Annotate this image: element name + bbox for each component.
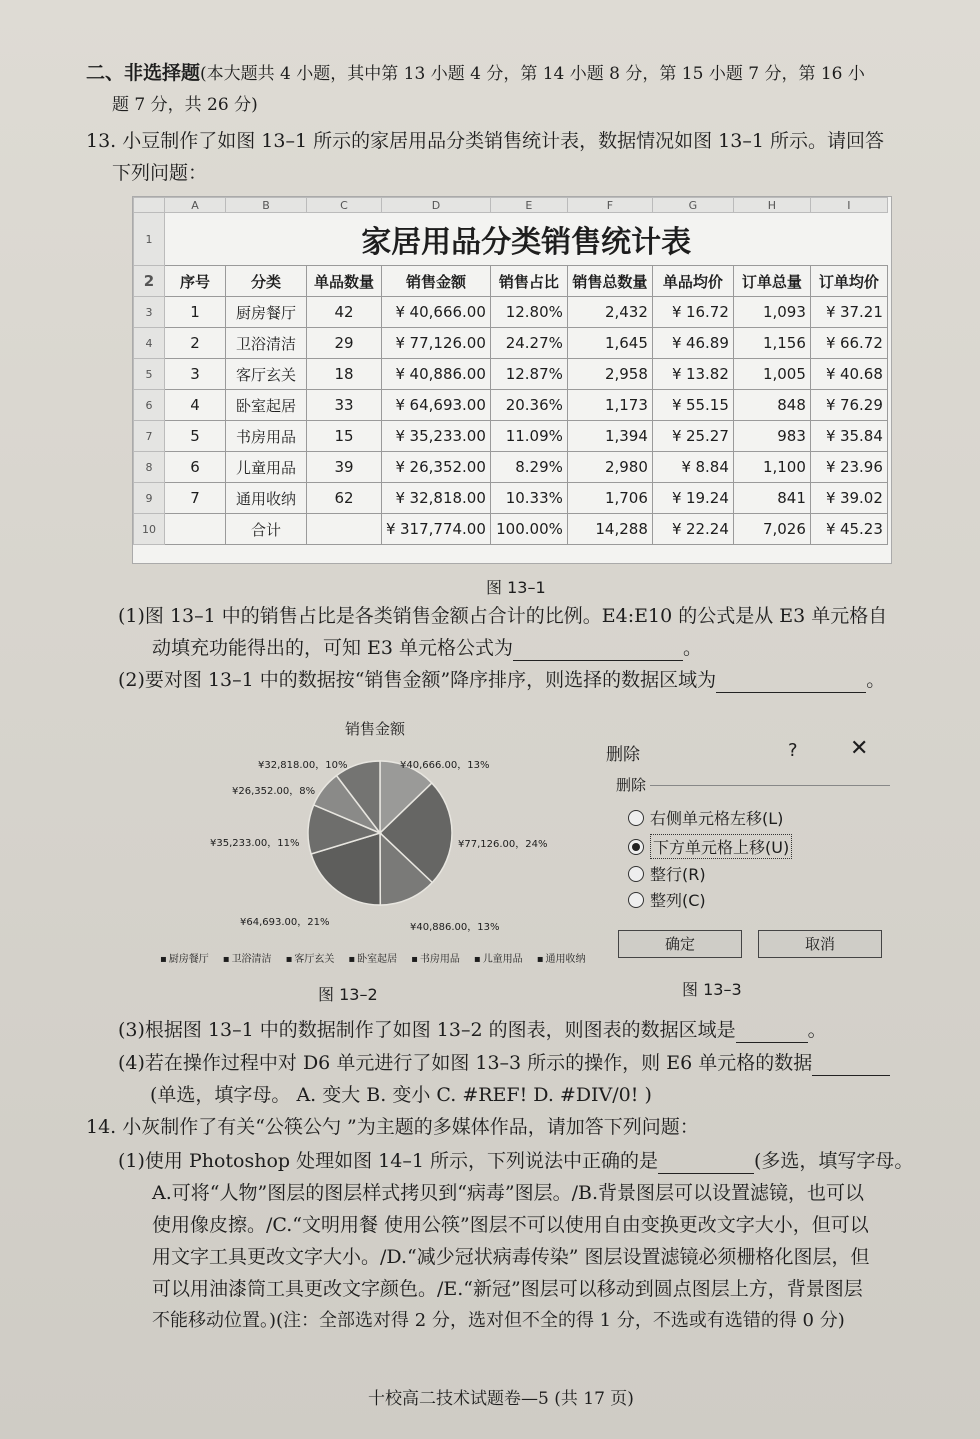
corner-cell — [134, 198, 165, 213]
table-cell: 卧室起居 — [226, 390, 307, 421]
currency-symbol: ¥ — [671, 396, 682, 414]
sheet-title: 家居用品分类销售统计表 — [361, 225, 692, 260]
q14-line5: 可以用油漆筒工具更改文字颜色。/E.“新冠”图层可以移动到圆点图层上方，背景图层 — [152, 1278, 863, 1300]
table-cell — [307, 514, 382, 545]
table-cell: 儿童用品 — [226, 452, 307, 483]
help-icon[interactable]: ? — [788, 740, 798, 761]
q13-p2-end: 。 — [866, 669, 886, 691]
table-row — [134, 328, 888, 359]
answer-blank-2[interactable] — [716, 672, 866, 693]
table-cell: 2 — [165, 328, 226, 359]
dialog-title: 删除 — [606, 745, 640, 765]
cell-value: 66.72 — [839, 334, 883, 352]
q13-p1-line1: (1)图 13–1 中的销售占比是各类销售金额占合计的比例。E4:E10 的公式是从 E3 单元格自 — [118, 605, 888, 627]
table-cell: 8.29% — [490, 452, 567, 483]
column-header-row — [134, 198, 888, 213]
header-cell: 订单总量 — [733, 266, 810, 297]
close-icon[interactable]: ✕ — [850, 736, 869, 761]
cell-value: 32,818.00 — [409, 489, 486, 507]
currency-symbol: ¥ — [386, 520, 396, 538]
pie-legend — [160, 950, 585, 965]
q13-p1-text: 动填充功能得出的，可知 E3 单元格公式为 — [152, 637, 514, 659]
header-row — [134, 266, 888, 297]
legend-item: ▪ 厨房餐厅 — [160, 950, 209, 965]
table-cell: 1,173 — [567, 390, 652, 421]
currency-symbol: ¥ — [825, 458, 836, 476]
table-cell — [652, 390, 733, 421]
table-cell: 7 — [165, 483, 226, 514]
currency-symbol: ¥ — [395, 303, 406, 321]
q13-p3-line — [118, 1017, 827, 1043]
col-header: C — [307, 198, 382, 213]
header-cell: 序号 — [165, 266, 226, 297]
table-cell — [652, 359, 733, 390]
currency-symbol: ¥ — [395, 396, 406, 414]
q13-p4-line2: (单选，填字母。 A. 变大 B. 变小 C. #REF! D. #DIV/0! ) — [150, 1084, 652, 1106]
table-cell: 1 — [165, 297, 226, 328]
table-cell — [810, 328, 887, 359]
table-cell: 1,093 — [733, 297, 810, 328]
pie-label-4: ¥35,233.00，11% — [210, 838, 300, 849]
currency-symbol: ¥ — [671, 365, 682, 383]
q13-p4-text: (4)若在操作过程中对 D6 单元进行了如图 13–3 所示的操作，则 E6 单元格的数据 — [118, 1052, 813, 1074]
group-divider — [650, 785, 890, 786]
q13-p2-line — [118, 667, 885, 693]
cell-value: 22.24 — [685, 520, 729, 538]
q13-intro-1: 13. 小豆制作了如图 13–1 所示的家居用品分类销售统计表，数据情况如图 13–1 所示。请回答 — [86, 130, 884, 152]
row-header: 10 — [134, 514, 165, 545]
pie-label-3: ¥64,693.00，21% — [240, 917, 330, 928]
table-cell: 书房用品 — [226, 421, 307, 452]
spreadsheet — [132, 196, 892, 564]
table-cell — [810, 297, 887, 328]
q13-p3-text: (3)根据图 13–1 中的数据制作了如图 13–2 的图表，则图表的数据区域是 — [118, 1019, 736, 1041]
table-cell: 12.80% — [490, 297, 567, 328]
pie-title: 销售金额 — [345, 720, 406, 738]
table-row — [134, 452, 888, 483]
table-cell: 42 — [307, 297, 382, 328]
table-cell: 1,706 — [567, 483, 652, 514]
option-label: 右侧单元格左移(L) — [650, 809, 784, 828]
col-header: F — [567, 198, 652, 213]
legend-item: ▪ 书房用品 — [411, 950, 460, 965]
section-desc-1: (本大题共 4 小题，其中第 13 小题 4 分，第 14 小题 8 分，第 15 小题 7 分，第 16 小 — [200, 64, 865, 84]
option-label: 下方单元格上移(U) — [650, 834, 792, 859]
table-cell: 通用收纳 — [226, 483, 307, 514]
table-cell: 29 — [307, 328, 382, 359]
fig13-3-caption: 图 13–3 — [682, 980, 742, 999]
table-cell: 3 — [165, 359, 226, 390]
section-heading-line — [86, 60, 865, 87]
cell-value: 76.29 — [839, 396, 883, 414]
q14-line4: 用文字工具更改文字大小。/D.“减少冠状病毒传染” 图层设置滤镜必须栅格化图层，但 — [152, 1246, 870, 1268]
sales-table — [133, 197, 888, 545]
table-cell: 18 — [307, 359, 382, 390]
table-cell: 983 — [733, 421, 810, 452]
option-label: 整行(R) — [650, 865, 706, 884]
row-header: 4 — [134, 328, 165, 359]
currency-symbol: ¥ — [671, 334, 682, 352]
header-cell: 销售占比 — [490, 266, 567, 297]
table-cell — [382, 483, 491, 514]
cell-value: 64,693.00 — [409, 396, 486, 414]
option-shift-up[interactable] — [628, 834, 792, 859]
q14-intro: 14. 小灰制作了有关“公筷公勺 ”为主题的多媒体作品，请加答下列问题： — [86, 1116, 699, 1138]
table-cell — [382, 359, 491, 390]
radio-icon[interactable] — [628, 892, 644, 908]
header-cell: 单品均价 — [652, 266, 733, 297]
table-row — [134, 483, 888, 514]
option-label: 整列(C) — [650, 891, 706, 910]
legend-item: ▪ 卫浴清洁 — [223, 950, 272, 965]
row-header: 1 — [134, 213, 165, 266]
col-header: D — [382, 198, 491, 213]
row-header: 6 — [134, 390, 165, 421]
currency-symbol: ¥ — [671, 489, 682, 507]
currency-symbol: ¥ — [395, 458, 406, 476]
cell-value: 77,126.00 — [409, 334, 486, 352]
table-cell: 1,156 — [733, 328, 810, 359]
cell-value: 8.84 — [695, 458, 729, 476]
legend-item: ▪ 通用收纳 — [537, 950, 586, 965]
table-row — [134, 359, 888, 390]
table-cell — [165, 514, 226, 545]
table-cell: 24.27% — [490, 328, 567, 359]
table-cell — [810, 452, 887, 483]
table-cell: 14,288 — [567, 514, 652, 545]
cancel-button[interactable]: 取消 — [758, 930, 882, 958]
cell-value: 40,666.00 — [409, 303, 486, 321]
q13-p2-text: (2)要对图 13–1 中的数据按“销售金额”降序排序，则选择的数据区域为 — [118, 669, 717, 691]
currency-symbol: ¥ — [395, 334, 406, 352]
currency-symbol: ¥ — [825, 396, 836, 414]
section-desc-2: 题 7 分，共 26 分) — [112, 95, 258, 115]
cell-value: 19.24 — [685, 489, 729, 507]
pie-label-6: ¥32,818.00，10% — [258, 760, 348, 771]
col-header: H — [733, 198, 810, 213]
header-cell: 销售总数量 — [567, 266, 652, 297]
q14-line2: A.可将“人物”图层的图层样式拷贝到“病毒”图层。/B.背景图层可以设置滤镜，也可以 — [152, 1182, 865, 1204]
table-cell: 6 — [165, 452, 226, 483]
q14-p1-end: (多选，填写字母。 — [753, 1150, 914, 1172]
table-cell: 100.00% — [490, 514, 567, 545]
table-cell — [652, 328, 733, 359]
col-header: I — [810, 198, 887, 213]
table-cell: 2,432 — [567, 297, 652, 328]
table-cell — [382, 297, 491, 328]
legend-item: ▪ 客厅玄关 — [286, 950, 335, 965]
table-cell — [810, 390, 887, 421]
col-header: E — [490, 198, 567, 213]
currency-symbol: ¥ — [825, 365, 836, 383]
answer-blank-4[interactable] — [812, 1055, 890, 1076]
q13-p1-line2 — [152, 635, 702, 661]
cell-value: 26,352.00 — [409, 458, 486, 476]
table-cell: 1,645 — [567, 328, 652, 359]
pie-label-1: ¥77,126.00，24% — [458, 839, 548, 850]
table-cell: 848 — [733, 390, 810, 421]
table-cell — [810, 483, 887, 514]
answer-blank-1[interactable] — [513, 640, 683, 661]
table-cell: 5 — [165, 421, 226, 452]
pie-label-2: ¥40,886.00，13% — [410, 922, 500, 933]
q14-line6: 不能移动位置。)(注：全部选对得 2 分，选对但不全的得 1 分，不选或有选错的得 0 分) — [152, 1310, 845, 1331]
col-header: G — [652, 198, 733, 213]
option-shift-left[interactable] — [628, 806, 783, 829]
row-header: 8 — [134, 452, 165, 483]
table-cell: 7,026 — [733, 514, 810, 545]
table-cell: 10.33% — [490, 483, 567, 514]
table-cell — [810, 359, 887, 390]
cell-value: 55.15 — [685, 396, 729, 414]
header-cell: 单品数量 — [307, 266, 382, 297]
table-cell: 2,958 — [567, 359, 652, 390]
pie-label-0: ¥40,666.00，13% — [400, 760, 490, 771]
cell-value: 317,774.00 — [400, 520, 486, 538]
table-cell — [810, 514, 887, 545]
col-header: B — [226, 198, 307, 213]
total-row — [134, 514, 888, 545]
table-cell — [382, 390, 491, 421]
title-row — [134, 213, 888, 266]
currency-symbol: ¥ — [395, 365, 406, 383]
header-cell: 分类 — [226, 266, 307, 297]
table-cell: 15 — [307, 421, 382, 452]
table-cell — [382, 421, 491, 452]
cell-value: 13.82 — [685, 365, 729, 383]
currency-symbol: ¥ — [395, 489, 406, 507]
currency-symbol: ¥ — [825, 303, 836, 321]
table-cell: 33 — [307, 390, 382, 421]
table-cell — [382, 328, 491, 359]
col-header: A — [165, 198, 226, 213]
cell-value: 46.89 — [685, 334, 729, 352]
header-cell: 订单均价 — [810, 266, 887, 297]
answer-blank-5[interactable] — [658, 1153, 754, 1174]
cell-value: 40,886.00 — [409, 365, 486, 383]
legend-item: ▪ 儿童用品 — [474, 950, 523, 965]
row-header: 5 — [134, 359, 165, 390]
table-cell — [652, 421, 733, 452]
answer-blank-3[interactable] — [736, 1022, 808, 1043]
cell-value: 45.23 — [839, 520, 883, 538]
table-cell: 12.87% — [490, 359, 567, 390]
cell-value: 35.84 — [839, 427, 883, 445]
table-cell: 厨房餐厅 — [226, 297, 307, 328]
data-rows — [134, 297, 888, 545]
cell-value: 16.72 — [685, 303, 729, 321]
table-cell — [810, 421, 887, 452]
table-cell: 卫浴清洁 — [226, 328, 307, 359]
radio-selected-icon[interactable] — [628, 839, 644, 855]
radio-icon[interactable] — [628, 866, 644, 882]
table-cell: 841 — [733, 483, 810, 514]
q14-line3: 使用像皮擦。/C.“文明用餐 使用公筷”图层不可以使用自由变换更改文字大小，但可以 — [152, 1214, 869, 1236]
currency-symbol: ¥ — [671, 427, 682, 445]
pie-chart — [305, 748, 455, 938]
cell-value: 35,233.00 — [409, 427, 486, 445]
q14-p1-text: (1)使用 Photoshop 处理如图 14–1 所示，下列说法中正确的是 — [118, 1150, 658, 1172]
option-entire-row[interactable] — [628, 862, 706, 885]
table-cell — [382, 452, 491, 483]
table-cell: 客厅玄关 — [226, 359, 307, 390]
q13-p3-end: 。 — [807, 1019, 827, 1041]
currency-symbol: ¥ — [395, 427, 406, 445]
fig13-2-caption: 图 13–2 — [318, 985, 378, 1004]
q13-p1-end: 。 — [683, 637, 703, 659]
table-cell: 1,005 — [733, 359, 810, 390]
table-cell — [652, 297, 733, 328]
option-entire-column[interactable] — [628, 888, 706, 911]
radio-icon[interactable] — [628, 810, 644, 826]
q13-p4-line1 — [118, 1050, 890, 1076]
row-header: 2 — [134, 266, 165, 297]
table-cell — [652, 483, 733, 514]
pie-label-5: ¥26,352.00，8% — [232, 786, 316, 797]
cell-value: 23.96 — [839, 458, 883, 476]
table-cell: 2,980 — [567, 452, 652, 483]
currency-symbol: ¥ — [681, 458, 692, 476]
legend-item: ▪ 卧室起居 — [348, 950, 397, 965]
currency-symbol: ¥ — [825, 334, 836, 352]
page-footer: 十校高二技术试题卷—5 (共 17 页) — [368, 1389, 634, 1409]
currency-symbol: ¥ — [825, 427, 836, 445]
group-label: 删除 — [616, 776, 647, 794]
table-cell: 39 — [307, 452, 382, 483]
table-cell: 合计 — [226, 514, 307, 545]
table-cell: 4 — [165, 390, 226, 421]
table-cell: 11.09% — [490, 421, 567, 452]
cell-value: 37.21 — [839, 303, 883, 321]
row-header: 7 — [134, 421, 165, 452]
ok-button[interactable]: 确定 — [618, 930, 742, 958]
table-cell — [652, 514, 733, 545]
table-cell: 62 — [307, 483, 382, 514]
cell-value: 25.27 — [685, 427, 729, 445]
row-header: 9 — [134, 483, 165, 514]
fig13-1-caption: 图 13–1 — [486, 578, 546, 597]
table-cell: 1,100 — [733, 452, 810, 483]
currency-symbol: ¥ — [671, 303, 682, 321]
currency-symbol: ¥ — [825, 489, 836, 507]
table-cell: 20.36% — [490, 390, 567, 421]
table-cell — [652, 452, 733, 483]
table-row — [134, 390, 888, 421]
table-row — [134, 297, 888, 328]
table-cell — [382, 514, 491, 545]
q14-p1-line — [118, 1148, 913, 1174]
currency-symbol: ¥ — [671, 520, 682, 538]
table-row — [134, 421, 888, 452]
section-heading: 二、非选择题 — [86, 62, 201, 84]
header-cell: 销售金额 — [382, 266, 491, 297]
cell-value: 40.68 — [839, 365, 883, 383]
q13-intro-2: 下列问题： — [112, 162, 208, 184]
row-header: 3 — [134, 297, 165, 328]
currency-symbol: ¥ — [825, 520, 836, 538]
table-cell: 1,394 — [567, 421, 652, 452]
cell-value: 39.02 — [839, 489, 883, 507]
delete-dialog — [600, 730, 900, 970]
